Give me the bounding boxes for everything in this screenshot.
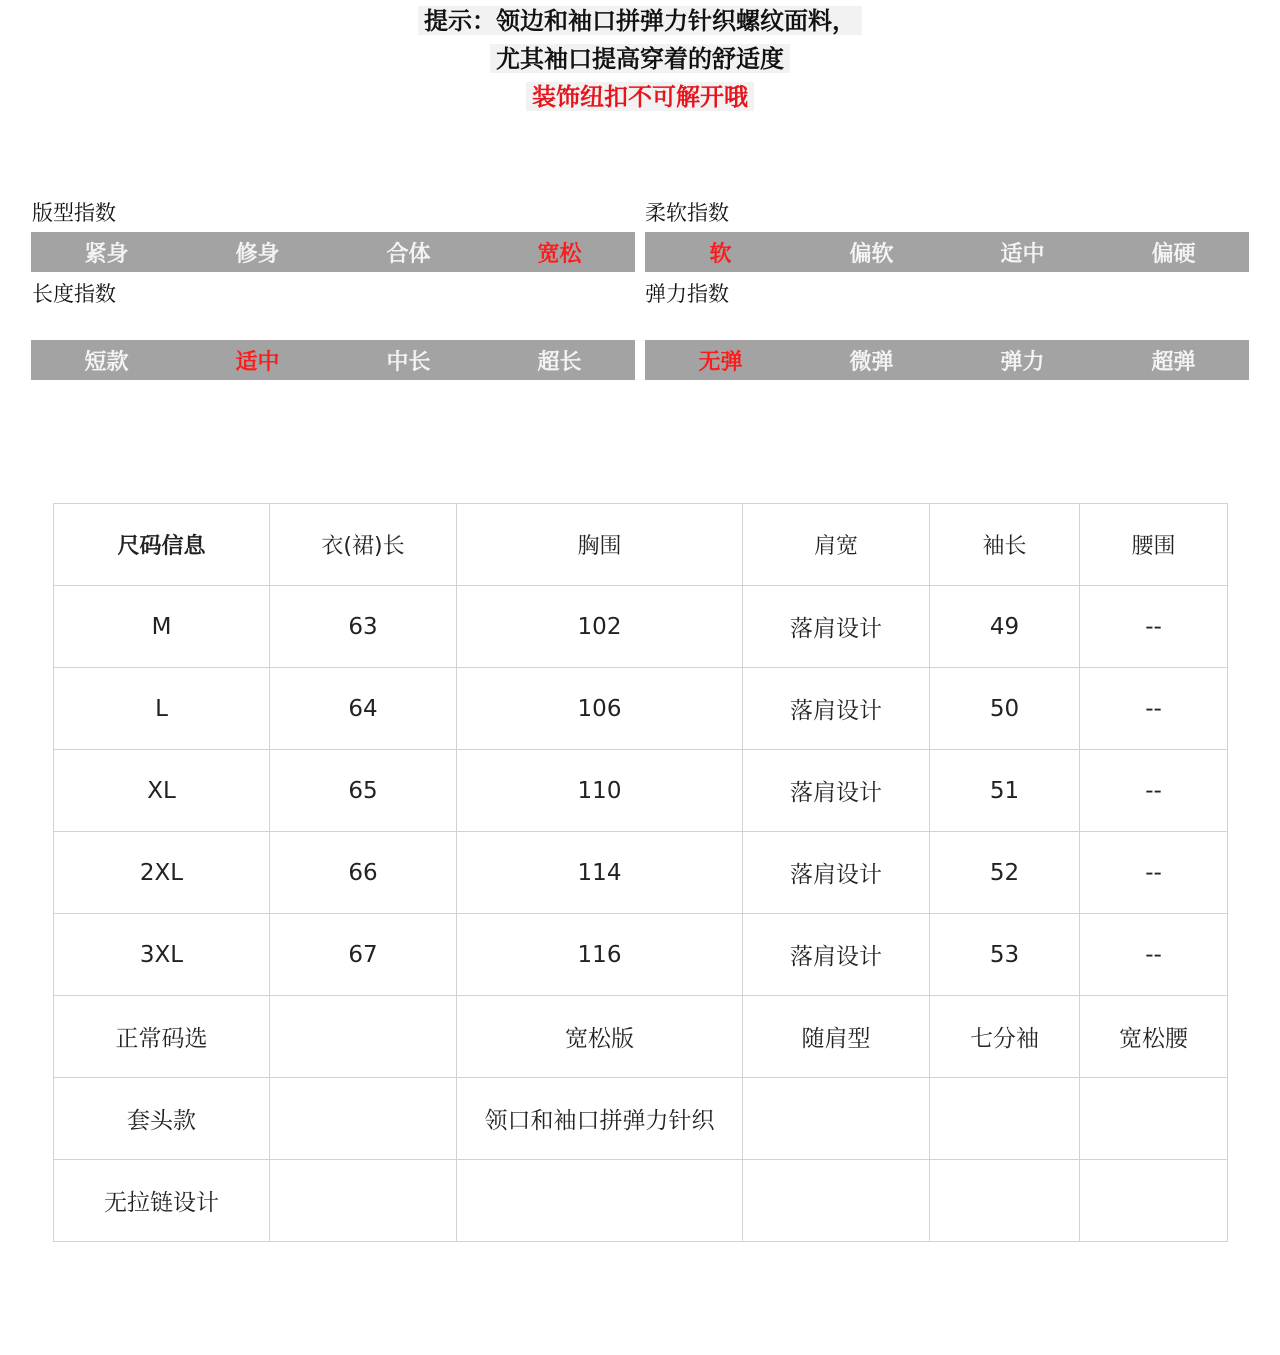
table-cell: 落肩设计 — [743, 586, 930, 668]
table-cell: -- — [1080, 832, 1228, 914]
table-cell: 领口和袖口拼弹力针织 — [457, 1078, 743, 1160]
fit-index-bar — [31, 232, 635, 272]
table-cell: M — [54, 586, 270, 668]
table-cell: -- — [1080, 750, 1228, 832]
table-cell: 110 — [457, 750, 743, 832]
elasticity-option: 弹力 — [1000, 349, 1045, 375]
length-option: 超长 — [537, 349, 582, 375]
table-row — [54, 996, 1228, 1078]
table-cell: 65 — [270, 750, 457, 832]
table-cell: 套头款 — [54, 1078, 270, 1160]
softness-index-label: 柔软指数 — [645, 201, 729, 225]
length-index-bar — [31, 340, 635, 380]
notice-line-1: 提示：领边和袖口拼弹力针织螺纹面料， — [0, 4, 1280, 38]
table-cell: XL — [54, 750, 270, 832]
fit-index-label: 版型指数 — [32, 201, 116, 225]
table-cell: 3XL — [54, 914, 270, 996]
table-row — [54, 750, 1228, 832]
length-option: 中长 — [386, 349, 431, 375]
notice-line-3: 装饰纽扣不可解开哦 — [0, 80, 1280, 114]
table-cell — [930, 1078, 1080, 1160]
table-row — [54, 1078, 1228, 1160]
header-cell: 袖长 — [930, 504, 1080, 586]
table-cell: 64 — [270, 668, 457, 750]
table-cell: -- — [1080, 668, 1228, 750]
table-cell: 落肩设计 — [743, 668, 930, 750]
table-cell — [457, 1160, 743, 1242]
softness-option: 偏硬 — [1151, 241, 1196, 267]
fit-option: 宽松 — [537, 241, 582, 267]
softness-option: 软 — [709, 241, 732, 267]
table-cell — [270, 996, 457, 1078]
table-cell: 宽松版 — [457, 996, 743, 1078]
header-cell: 尺码信息 — [54, 504, 270, 586]
table-cell: 落肩设计 — [743, 750, 930, 832]
table-cell — [270, 1078, 457, 1160]
table-cell: -- — [1080, 586, 1228, 668]
table-cell — [1080, 1078, 1228, 1160]
table-cell: 116 — [457, 914, 743, 996]
elasticity-index-bar — [645, 340, 1249, 380]
table-cell: 50 — [930, 668, 1080, 750]
elasticity-option: 微弹 — [849, 349, 894, 375]
header-cell: 腰围 — [1080, 504, 1228, 586]
table-cell: -- — [1080, 914, 1228, 996]
length-index-label: 长度指数 — [32, 282, 116, 306]
table-cell: 49 — [930, 586, 1080, 668]
table-row — [54, 832, 1228, 914]
table-cell: 102 — [457, 586, 743, 668]
softness-index-bar — [645, 232, 1249, 272]
table-cell: 67 — [270, 914, 457, 996]
length-option: 适中 — [235, 349, 280, 375]
table-cell: L — [54, 668, 270, 750]
table-cell: 无拉链设计 — [54, 1160, 270, 1242]
header-cell: 肩宽 — [743, 504, 930, 586]
table-row — [54, 668, 1228, 750]
elasticity-index-label: 弹力指数 — [645, 282, 729, 306]
notice-line-2: 尤其袖口提高穿着的舒适度 — [0, 42, 1280, 76]
header-cell: 胸围 — [457, 504, 743, 586]
table-cell: 落肩设计 — [743, 914, 930, 996]
table-cell: 2XL — [54, 832, 270, 914]
table-row — [54, 914, 1228, 996]
header-cell: 衣(裙)长 — [270, 504, 457, 586]
table-cell — [743, 1160, 930, 1242]
table-cell: 63 — [270, 586, 457, 668]
fit-option: 合体 — [386, 241, 431, 267]
fit-option: 紧身 — [84, 241, 129, 267]
elasticity-option: 无弹 — [698, 349, 743, 375]
table-cell: 随肩型 — [743, 996, 930, 1078]
table-cell: 66 — [270, 832, 457, 914]
table-cell — [1080, 1160, 1228, 1242]
table-cell — [930, 1160, 1080, 1242]
table-cell: 宽松腰 — [1080, 996, 1228, 1078]
table-cell: 106 — [457, 668, 743, 750]
softness-option: 适中 — [1000, 241, 1045, 267]
table-cell: 53 — [930, 914, 1080, 996]
table-cell — [270, 1160, 457, 1242]
elasticity-option: 超弹 — [1151, 349, 1196, 375]
table-cell — [743, 1078, 930, 1160]
table-cell: 落肩设计 — [743, 832, 930, 914]
length-option: 短款 — [84, 349, 129, 375]
fit-option: 修身 — [235, 241, 280, 267]
table-cell: 51 — [930, 750, 1080, 832]
table-header-row — [54, 504, 1228, 586]
size-table — [53, 503, 1228, 1242]
table-row — [54, 586, 1228, 668]
table-cell: 114 — [457, 832, 743, 914]
table-row — [54, 1160, 1228, 1242]
table-cell: 七分袖 — [930, 996, 1080, 1078]
table-cell: 52 — [930, 832, 1080, 914]
table-cell: 正常码选 — [54, 996, 270, 1078]
softness-option: 偏软 — [849, 241, 894, 267]
